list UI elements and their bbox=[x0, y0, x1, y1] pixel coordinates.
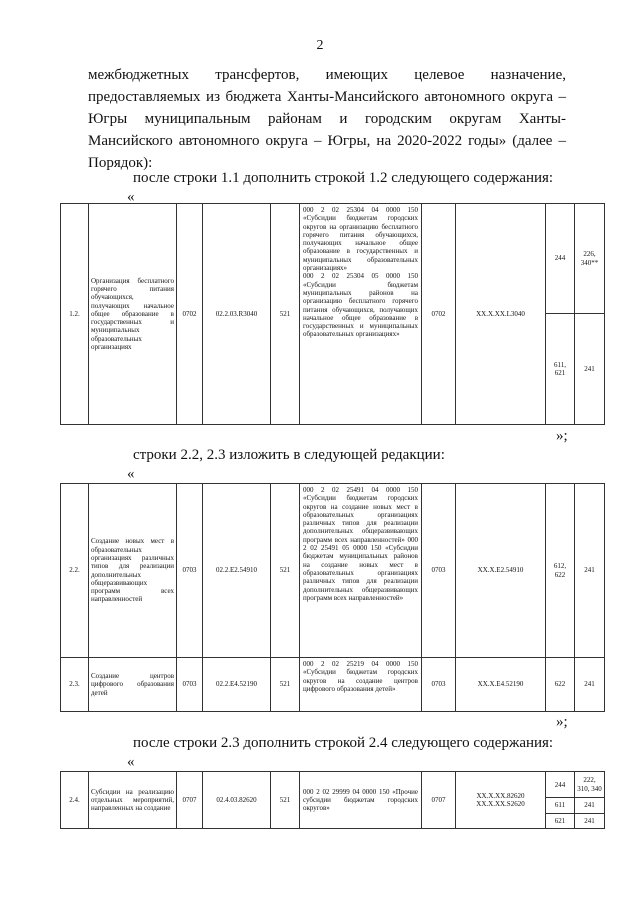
row-number: 1.2. bbox=[61, 204, 89, 425]
open-quote-2: « bbox=[127, 466, 135, 482]
section-code: 0703 bbox=[177, 658, 203, 712]
target-article-code-local: XX.X.XX.82620 XX.X.XX.S2620 bbox=[456, 772, 546, 829]
target-article-code: 02.2.E2.54910 bbox=[203, 484, 271, 658]
kosgu-code: 226, 340** bbox=[575, 204, 605, 314]
row-number: 2.3. bbox=[61, 658, 89, 712]
target-article-code: 02.4.03.82620 bbox=[203, 772, 271, 829]
open-quote-1: « bbox=[127, 189, 135, 205]
target-article-code-local: XX.X.E4.52190 bbox=[456, 658, 546, 712]
expense-type-local: 244 bbox=[546, 772, 575, 798]
section-code: 0702 bbox=[177, 204, 203, 425]
expense-type-code: 521 bbox=[271, 658, 300, 712]
section-code-local: 0703 bbox=[422, 658, 456, 712]
table-row-1-2 bbox=[60, 203, 605, 425]
row-number: 2.4. bbox=[61, 772, 89, 829]
kosgu-code: 241 bbox=[575, 484, 605, 658]
kosgu-code: 241 bbox=[575, 314, 605, 425]
target-article-code: 02.2.03.R3040 bbox=[203, 204, 271, 425]
target-article-code-local: XX.X.E2.54910 bbox=[456, 484, 546, 658]
target-article-code-local: XX.X.XX.L3040 bbox=[456, 204, 546, 425]
table-row-2-4 bbox=[60, 771, 605, 829]
section-code-local: 0703 bbox=[422, 484, 456, 658]
open-quote-3: « bbox=[127, 754, 135, 770]
expense-type-local: 611, 621 bbox=[546, 314, 575, 425]
expense-type-code: 521 bbox=[271, 484, 300, 658]
expense-type-local: 622 bbox=[546, 658, 575, 712]
expense-type-local: 244 bbox=[546, 204, 575, 314]
row-name: Организация бесплатного горячего питания обучающихся, получающих начальное общее образование в государственных и муниципальных образовательных организациях bbox=[89, 204, 177, 425]
target-article-code: 02.2.E4.52190 bbox=[203, 658, 271, 712]
income-classification-cell: 000 2 02 25219 04 0000 150 «Субсидии бюджетам городских округов на создание центров цифрового образования детей» bbox=[300, 658, 422, 712]
instruction-add-row-2-4: после строки 2.3 дополнить строкой 2.4 следующего содержания: bbox=[133, 735, 554, 751]
expense-type-local: 611 bbox=[546, 798, 575, 813]
section-code: 0707 bbox=[177, 772, 203, 829]
row-number: 2.2. bbox=[61, 484, 89, 658]
expense-type-local: 621 bbox=[546, 813, 575, 828]
expense-type-local: 612, 622 bbox=[546, 484, 575, 658]
expense-type-code: 521 bbox=[271, 204, 300, 425]
table-row bbox=[61, 658, 605, 712]
section-code-local: 0702 bbox=[422, 204, 456, 425]
income-code-b: 000 2 02 25304 05 0000 150 «Субсидии бюджетам муниципальных районов на организацию бесплатного горячего питания обучающихся, получающих начальное общее образование в государственных и муниципальных образовательных организациях» bbox=[303, 272, 418, 339]
income-classification-cell: 000 2 02 25491 04 0000 150 «Субсидии бюджетам городских округов на создание новых мест в образовательных организациях различных типов для реализации дополнительных общеразвивающих программ всех направленностей» 000 2 02 25491 05 0000 150 «Субсидии бюджетам муниципальных районов на создание новых мест в образовательных организациях различных типов для реализации дополнительных общеразвивающих программ всех направленностей» bbox=[300, 484, 422, 658]
income-code-a: 000 2 02 25304 04 0000 150 «Субсидии бюджетам городских округов на организацию бесплатного горячего питания обучающихся, получающих начальное общее образование в государственных и муниципальных образовательных организациях» bbox=[303, 206, 418, 273]
kosgu-code: 241 bbox=[575, 658, 605, 712]
row-name: Создание центров цифрового образования детей bbox=[89, 658, 177, 712]
expense-type-code: 521 bbox=[271, 772, 300, 829]
table-row bbox=[61, 484, 605, 658]
intro-paragraph: межбюджетных трансфертов, имеющих целевое назначение, предоставляемых из бюджета Ханты-Мансийского автономного округа – Югры муниципальным районам и городским округам Ханты-Мансийского автономного округа – Югры, на 2020-2022 годы» (далее – Порядок): bbox=[88, 67, 566, 171]
close-quote-2: »; bbox=[556, 714, 568, 730]
instruction-add-row-1-2: после строки 1.1 дополнить строкой 1.2 следующего содержания: bbox=[133, 170, 554, 186]
income-classification-cell bbox=[300, 204, 422, 425]
row-name: Субсидии на реализацию отдельных мероприятий, направленных на создание bbox=[89, 772, 177, 829]
row-name: Создание новых мест в образовательных организациях различных типов для реализации дополнительных общеразвивающих программ всех направленностей bbox=[89, 484, 177, 658]
kosgu-code: 241 bbox=[575, 813, 605, 828]
section-code-local: 0707 bbox=[422, 772, 456, 829]
kosgu-code: 222, 310, 340 bbox=[575, 772, 605, 798]
table-rows-2-2-2-3 bbox=[60, 483, 605, 712]
instruction-replace-rows-2-2-2-3: строки 2.2, 2.3 изложить в следующей редакции: bbox=[133, 447, 445, 463]
close-quote-1: »; bbox=[556, 428, 568, 444]
kosgu-code: 241 bbox=[575, 798, 605, 813]
page-number: 2 bbox=[316, 38, 324, 53]
income-classification-cell: 000 2 02 29999 04 0000 150 «Прочие субсидии бюджетам городских округов» bbox=[300, 772, 422, 829]
section-code: 0703 bbox=[177, 484, 203, 658]
